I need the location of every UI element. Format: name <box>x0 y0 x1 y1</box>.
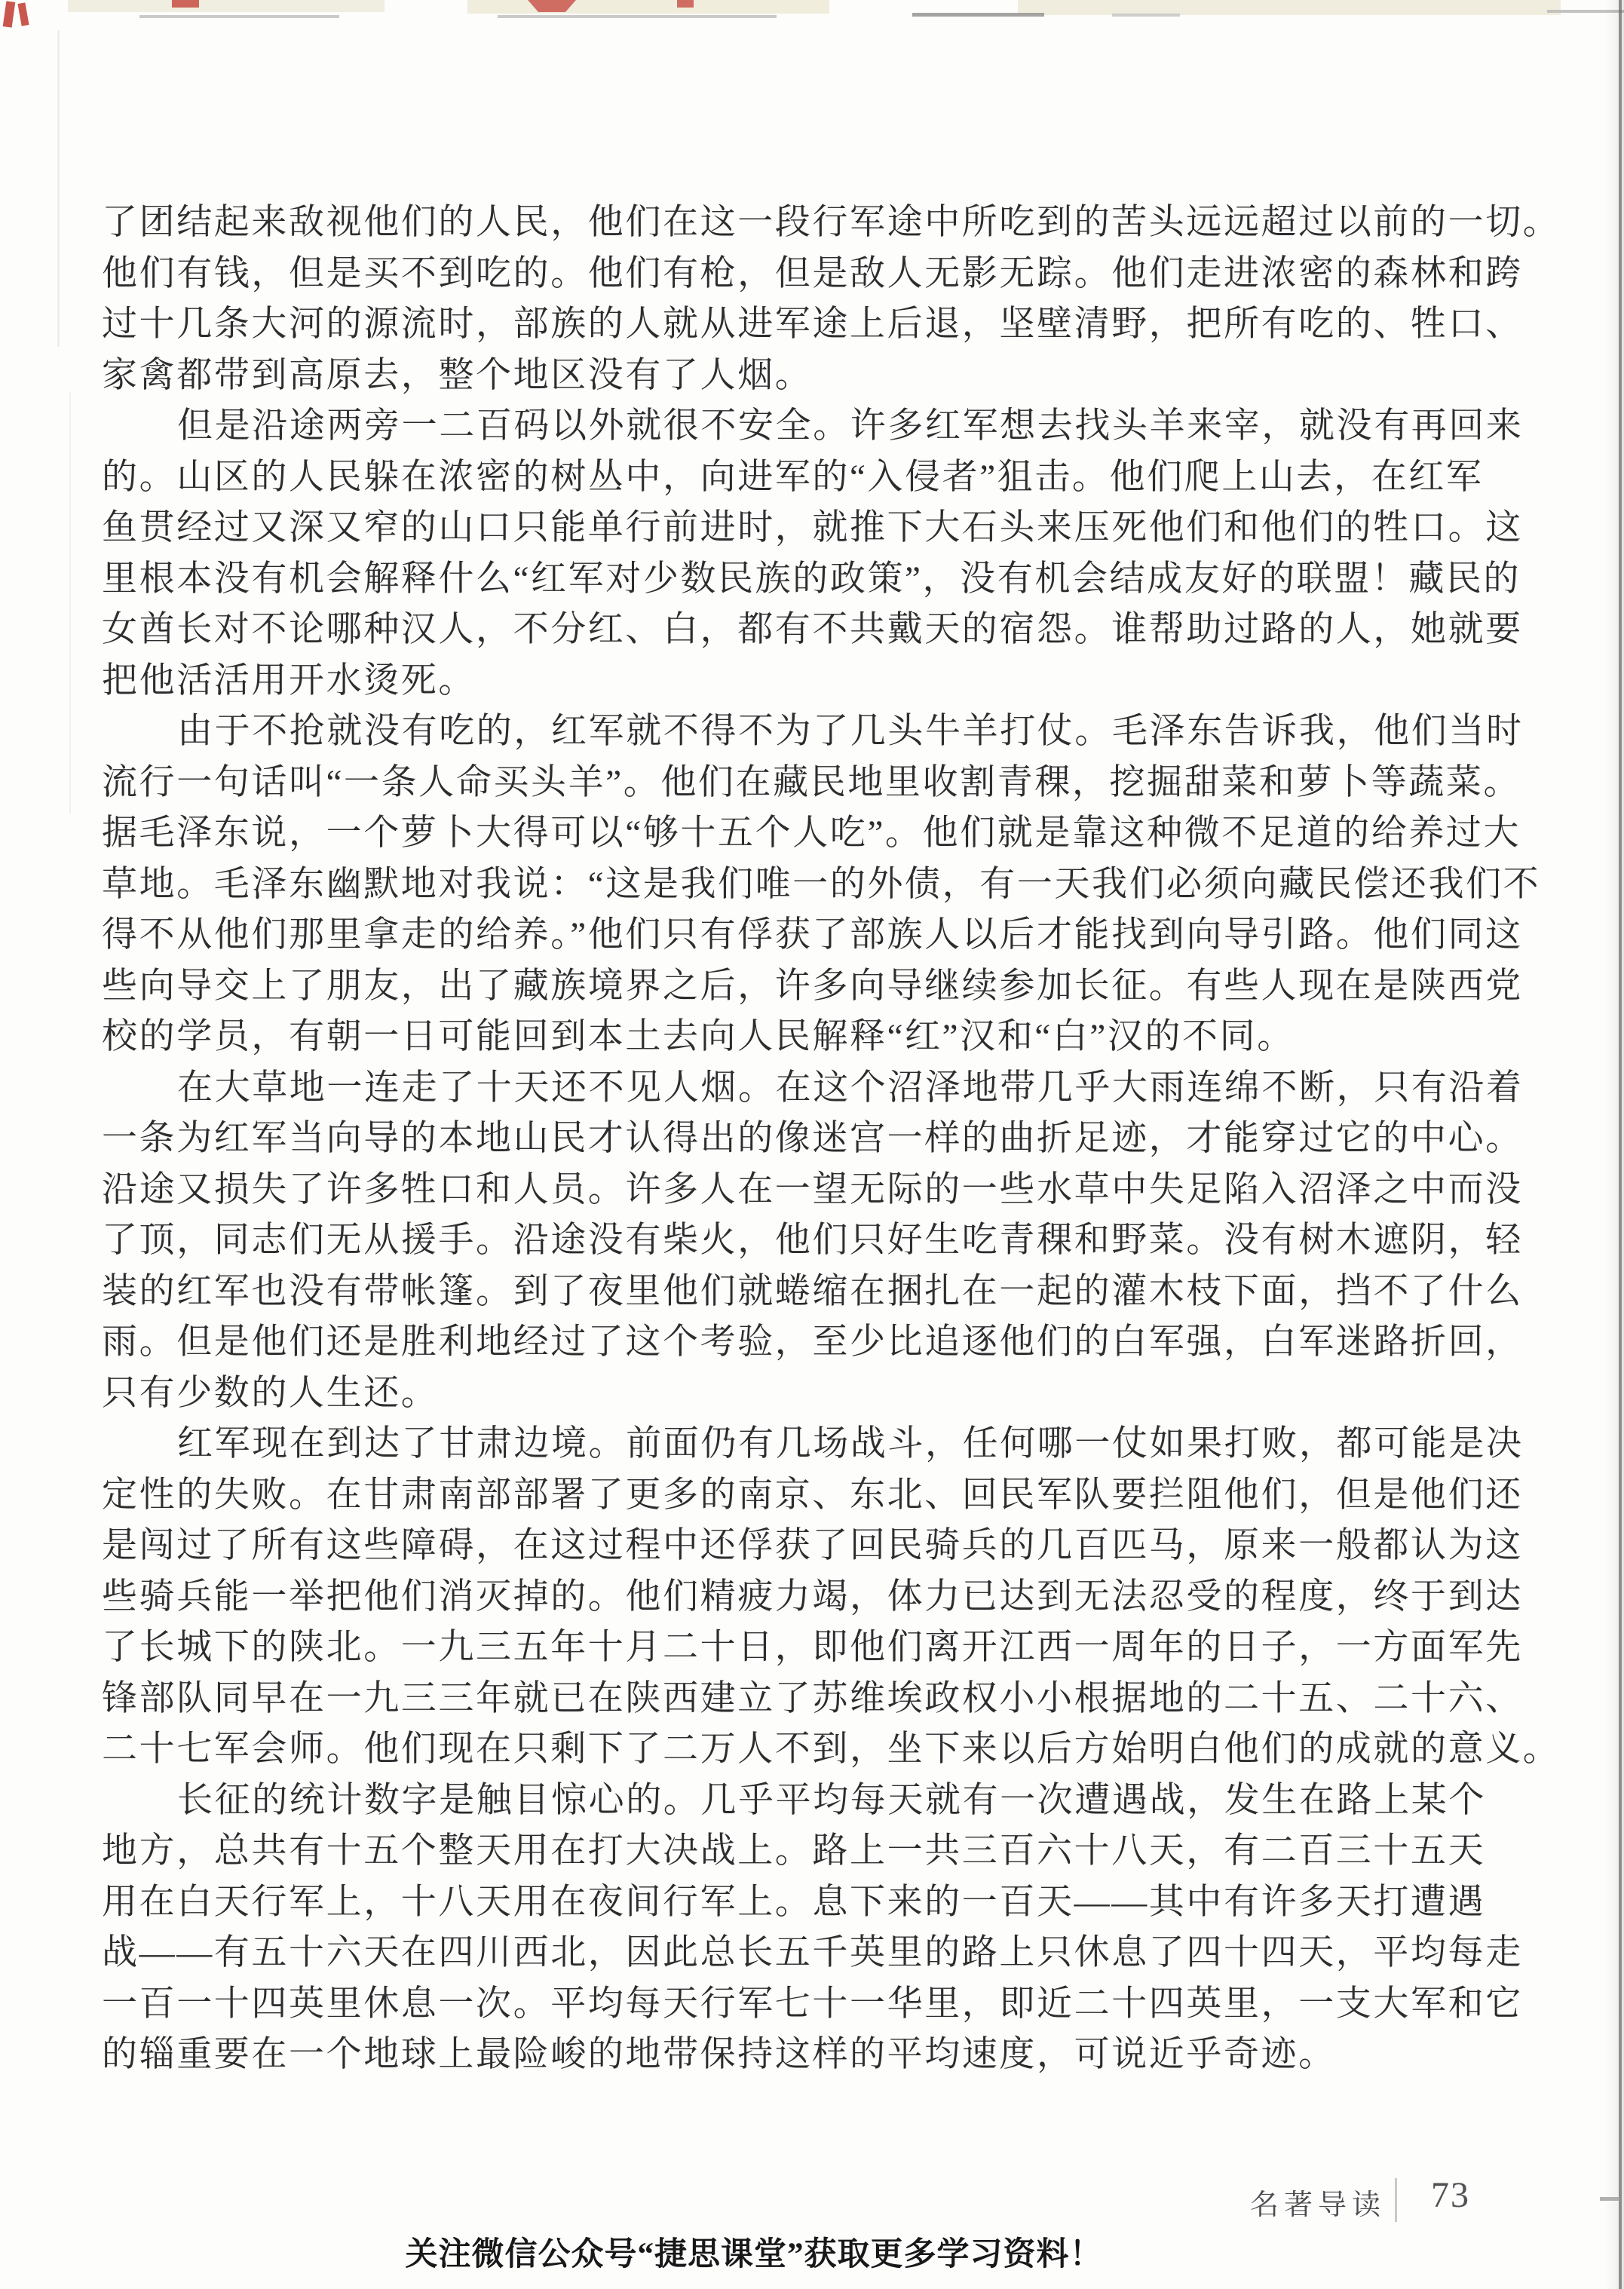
text-line: 些骑兵能一举把他们消灭掉的。他们精疲力竭，体力已达到无法忍受的程度，终于到达 <box>102 1577 1523 1616</box>
text-line: 雨。但是他们还是胜利地经过了这个考验，至少比追逐他们的白军强，白军迷路折回， <box>102 1322 1523 1362</box>
scan-line-artifact <box>57 30 60 347</box>
red-ink-artifact <box>3 1 16 27</box>
text-line: 把他活活用开水烫死。 <box>102 660 476 700</box>
scan-tint-band <box>467 0 829 14</box>
text-line: 他们有钱，但是买不到吃的。他们有枪，但是敌人无影无踪。他们走进浓密的森林和跨 <box>102 253 1523 293</box>
text-line: 由于不抢就没有吃的，红军就不得不为了几头牛羊打仗。毛泽东告诉我，他们当时 <box>177 712 1524 751</box>
paragraph <box>102 1419 1561 1776</box>
red-ink-artifact <box>677 0 694 8</box>
scan-line-artifact <box>1547 10 1624 13</box>
scan-line-artifact <box>912 13 1044 17</box>
watermark-text: 关注微信公众号“捷思课堂”获取更多学习资料！ <box>405 2237 1103 2272</box>
text-line: 二十七军会师。他们现在只剩下了二万人不到，坐下来以后方始明白他们的成就的意义。 <box>102 1730 1561 1769</box>
scan-line-artifact <box>139 15 339 18</box>
text-line: 锋部队同早在一九三三年就已在陕西建立了苏维埃政权小小根据地的二十五、二十六、 <box>102 1678 1523 1718</box>
paragraph <box>102 401 1534 706</box>
text-line: 在大草地一连走了十天还不见人烟。在这个沼泽地带几乎大雨连绵不断，只有沿着 <box>177 1068 1524 1108</box>
text-line: 校的学员，有朝一日可能回到本土去向人民解释“红”汉和“白”汉的不同。 <box>102 1017 1295 1056</box>
text-line: 鱼贯经过又深又窄的山口只能单行前进时，就推下大石头来压死他们和他们的牲口。这 <box>102 508 1523 547</box>
text-line: 装的红军也没有带帐篷。到了夜里他们就蜷缩在捆扎在一起的灌木枝下面，挡不了什么 <box>102 1271 1523 1311</box>
text-line: 用在白天行军上，十八天用在夜间行军上。息下来的一百天——其中有许多天打遭遇 <box>102 1882 1486 1922</box>
text-line: 长征的统计数字是触目惊心的。几乎平均每天就有一次遭遇战，发生在路上某个 <box>177 1780 1486 1820</box>
text-line: 家禽都带到高原去，整个地区没有了人烟。 <box>102 355 813 395</box>
footer-page-number: 73 <box>1431 2175 1470 2215</box>
text-line: 一条为红军当向导的本地山民才认得出的像迷宫一样的曲折足迹，才能穿过它的中心。 <box>102 1119 1523 1158</box>
text-line: 地方，总共有十五个整天用在打大决战上。路上一共三百六十八天，有二百三十五天 <box>102 1831 1486 1871</box>
scan-tint-band <box>1018 0 1561 15</box>
text-line: 的辎重要在一个地球上最险峻的地带保持这样的平均速度，可说近乎奇迹。 <box>102 2035 1336 2074</box>
paragraph <box>102 706 1541 1063</box>
text-line: 一百一十四英里休息一次。平均每天行军七十一华里，即近二十四英里，一支大军和它 <box>102 1984 1523 2024</box>
text-line: 流行一句话叫“一条人命买头羊”。他们在藏民地里收割青稞，挖掘甜菜和萝卜等蔬菜。 <box>102 762 1521 802</box>
scan-line-artifact <box>69 392 71 814</box>
footer-divider <box>1395 2178 1397 2222</box>
scan-line-artifact <box>1112 14 1180 17</box>
text-line: 沿途又损失了许多牲口和人员。许多人在一望无际的一些水草中失足陷入沼泽之中而没 <box>102 1169 1523 1209</box>
red-ink-artifact <box>17 2 29 26</box>
text-line: 定性的失败。在甘肃南部部署了更多的南京、东北、回民军队要拦阻他们，但是他们还 <box>102 1475 1523 1515</box>
text-line: 女酋长对不论哪种汉人，不分红、白，都有不共戴天的宿怨。谁帮助过路的人，她就要 <box>102 610 1523 649</box>
footer-section-label: 名著导读 <box>1250 2189 1387 2221</box>
scan-line-artifact <box>1600 2197 1619 2201</box>
red-ink-artifact <box>172 0 199 8</box>
text-line: 了团结起来敌视他们的人民，他们在这一段行军途中所吃到的苦头远远超过以前的一切。 <box>102 203 1561 242</box>
text-line: 些向导交上了朋友，出了藏族境界之后，许多向导继续参加长征。有些人现在是陕西党 <box>102 966 1523 1006</box>
text-line: 了长城下的陕北。一九三五年十月二十日，即他们离开江西一周年的日子，一方面军先 <box>102 1628 1523 1667</box>
text-line: 了顶，同志们无从援手。沿途没有柴火，他们只好生吃青稞和野菜。没有树木遮阴，轻 <box>102 1221 1523 1260</box>
paragraph <box>102 198 1561 401</box>
body-text <box>102 198 1561 2081</box>
text-line: 战——有五十六天在四川西北，因此总长五千英里的路上只休息了四十四天，平均每走 <box>102 1933 1523 1972</box>
text-line: 里根本没有机会解释什么“红军对少数民族的政策”，没有机会结成友好的联盟！藏民的 <box>102 559 1521 599</box>
text-line: 是闯过了所有这些障碍，在这过程中还俘获了回民骑兵的几百匹马，原来一般都认为这 <box>102 1526 1523 1565</box>
paragraph <box>102 1776 1534 2081</box>
scan-line-artifact <box>498 15 777 18</box>
text-line: 只有少数的人生还。 <box>102 1373 439 1413</box>
text-line: 据毛泽东说，一个萝卜大得可以“够十五个人吃”。他们就是靠这种微不足道的给养过大 <box>102 814 1521 853</box>
red-ink-artifact <box>528 0 576 12</box>
scan-tint-band <box>68 0 385 12</box>
paragraph <box>102 1063 1534 1420</box>
text-line: 草地。毛泽东幽默地对我说：“这是我们唯一的外债，有一天我们必须向藏民偿还我们不 <box>102 864 1541 904</box>
text-line: 红军现在到达了甘肃边境。前面仍有几场战斗，任何哪一仗如果打败，都可能是决 <box>177 1424 1524 1463</box>
page-edge-shadow <box>1604 0 1624 2289</box>
text-line: 但是沿途两旁一二百码以外就很不安全。许多红军想去找头羊来宰，就没有再回来 <box>177 406 1524 446</box>
text-line: 过十几条大河的源流时，部族的人就从进军途上后退，坚壁清野，把所有吃的、牲口、 <box>102 305 1523 344</box>
page-edge-line <box>1619 0 1622 2289</box>
text-line: 的。山区的人民躲在浓密的树丛中，向进军的“入侵者”狙击。他们爬上山去，在红军 <box>102 457 1484 497</box>
text-line: 得不从他们那里拿走的给养。”他们只有俘获了部族人以后才能找到向导引路。他们同这 <box>102 915 1523 955</box>
